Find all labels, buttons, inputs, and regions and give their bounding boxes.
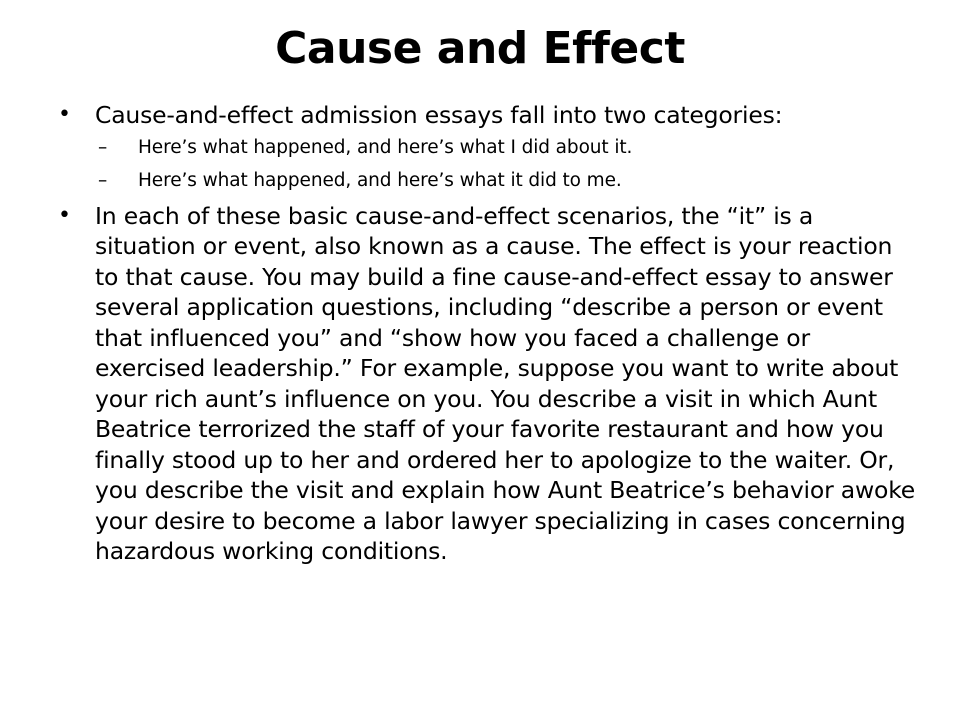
slide-body	[58, 100, 918, 567]
bullet-item	[58, 100, 918, 131]
sub-bullet-text: Here’s what happened, and here’s what I did about it.	[138, 136, 633, 158]
slide-title: Cause and Effect	[275, 23, 685, 74]
sub-bullet-item	[58, 131, 918, 164]
dash-marker: –	[98, 136, 108, 158]
sub-bullet-text: Here’s what happened, and here’s what it did to me.	[138, 169, 622, 191]
bullet-text: In each of these basic cause-and-effect scenarios, the “it” is a situation or event, also known as a cause. The effect is your reaction to that cause. You may build a fine cause-and-effect essay to answer several application questions, including “describe a person or event that influenced you” and “show how you faced a challenge or exercised leadership.” For example, suppose you want to write about your rich aunt’s influence on you. You describe a visit in which Aunt Beatrice terrorized the staff of your favorite restaurant and how you finally stood up to her and ordered her to apologize to the waiter. Or, you describe the visit and explain how Aunt Beatrice’s behavior awoke your desire to become a labor lawyer specializing in cases concerning hazardous working conditions.	[95, 201, 916, 565]
bullet-marker: •	[58, 202, 71, 228]
bullet-marker: •	[58, 102, 71, 127]
dash-marker: –	[98, 169, 108, 191]
bullet-item	[58, 201, 918, 567]
sub-bullet-item	[58, 164, 918, 197]
bullet-text: Cause-and-effect admission essays fall into two categories:	[95, 101, 783, 129]
